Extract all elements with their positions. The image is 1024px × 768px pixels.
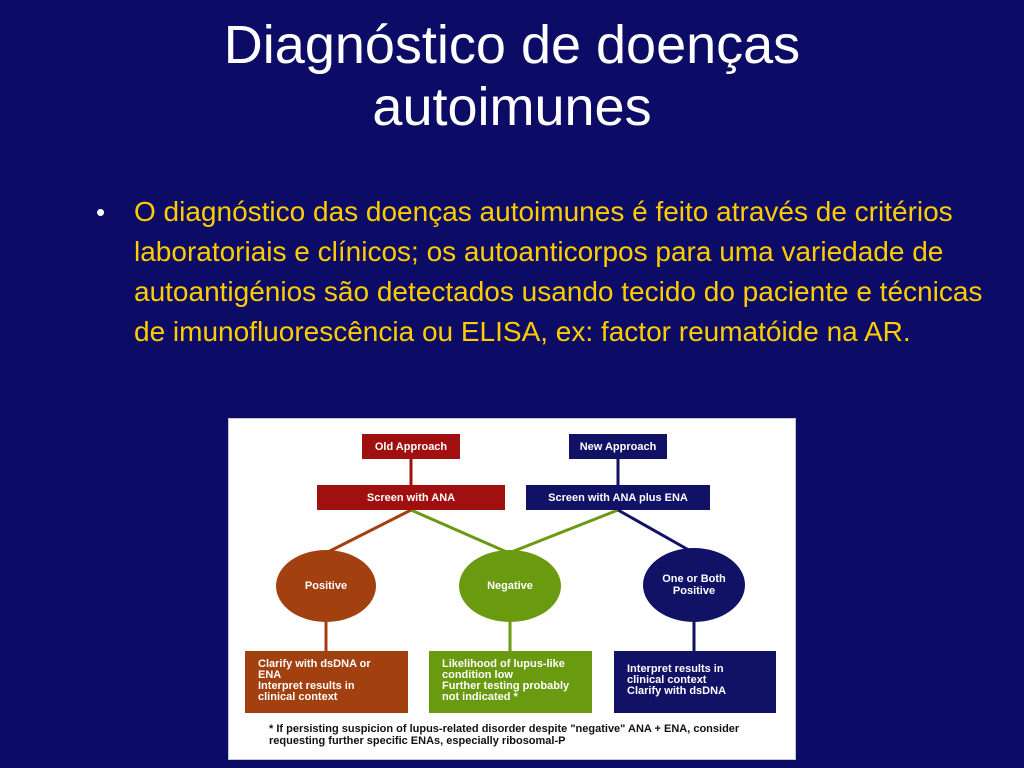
- old-approach-box: Old Approach: [362, 434, 460, 459]
- connector-screen-ana-to-negative: [411, 510, 509, 553]
- bullet-dot-icon: •: [96, 197, 106, 227]
- positive-node: Positive: [276, 550, 376, 622]
- one-or-both-positive-node: One or Both Positive: [643, 548, 745, 622]
- connector-screen-ana-to-positive: [326, 510, 411, 553]
- screen-ana-box: Screen with ANA: [317, 485, 505, 510]
- negative-result-box: Likelihood of lupus-like condition low Further testing probably not indicated *: [429, 651, 592, 713]
- connector-screen-ena-to-one-or-both: [618, 510, 694, 553]
- slide-title-line-1: Diagnóstico de doenças: [223, 15, 801, 75]
- flowchart-footnote: * If persisting suspicion of lupus-related disorder despite "negative" ANA + ENA, consider requesting further specific ENAs, especially ribosomal-P: [269, 723, 740, 747]
- slide-title: [0, 14, 1024, 138]
- diagnosis-flowchart: [228, 418, 796, 760]
- new-approach-box: New Approach: [569, 434, 667, 459]
- slide-title-line-2: autoimunes: [372, 77, 652, 137]
- connector-screen-ena-to-negative: [509, 510, 618, 553]
- bullet-text: O diagnóstico das doenças autoimunes é feito através de critérios laboratoriais e clínicos; os autoanticorpos para uma variedade de autoantigénios são detectados usando tecido do paciente e técnicas de imunofluorescência ou ELISA, ex: factor reumatóide na AR.: [134, 196, 983, 347]
- negative-node: Negative: [459, 550, 561, 622]
- screen-ana-plus-ena-box: Screen with ANA plus ENA: [526, 485, 710, 510]
- new-approach-result-box: Interpret results in clinical context Clarify with dsDNA: [614, 651, 776, 713]
- positive-result-box: Clarify with dsDNA or ENA Interpret results in clinical context: [245, 651, 408, 713]
